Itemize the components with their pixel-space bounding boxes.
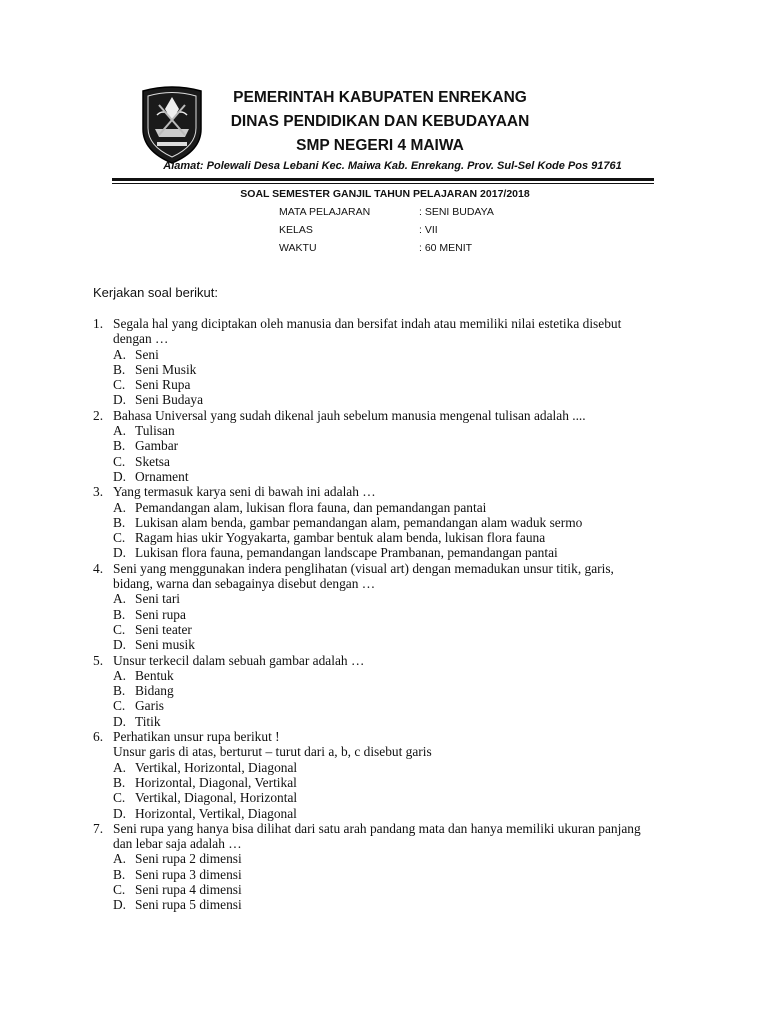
question-text: Perhatikan unsur rupa berikut ! [113, 729, 280, 745]
option-letter: B. [113, 438, 126, 454]
answer-option [113, 698, 678, 713]
option-letter: C. [113, 790, 126, 806]
option-letter: C. [113, 453, 126, 469]
answer-option [113, 392, 678, 407]
question-text: Segala hal yang diciptakan oleh manusia dan bersifat indah atau memiliki nilai estetika disebut [113, 316, 622, 331]
option-text: Seni Rupa [135, 377, 191, 393]
option-letter: B. [113, 514, 126, 530]
exam-info-label: MATA PELAJARAN [279, 206, 371, 218]
exam-info-value: : VII [419, 224, 438, 236]
letterhead-line-3: SMP NEGERI 4 MAIWA [296, 137, 464, 154]
option-text: Seni teater [135, 621, 192, 637]
answer-option [113, 454, 678, 469]
answer-option [113, 637, 678, 652]
letterhead-line-2: DINAS PENDIDIKAN DAN KEBUDAYAAN [230, 113, 530, 130]
answer-option [113, 775, 678, 790]
question-text: Unsur terkecil dalam sebuah gambar adalah … [113, 652, 365, 668]
option-text: Horizontal, Diagonal, Vertikal [135, 774, 297, 790]
option-letter: D. [113, 713, 127, 729]
answer-option [113, 790, 678, 805]
option-text: Ragam hias ukir Yogyakarta, gambar bentuk alam benda, lukisan flora fauna [135, 530, 546, 546]
answer-option [113, 347, 678, 362]
option-letter: D. [113, 637, 127, 653]
option-text: Horizontal, Vertikal, Diagonal [135, 805, 297, 821]
option-text: Tulisan [135, 423, 175, 439]
answer-option [113, 806, 678, 821]
option-text: Seni rupa 3 dimensi [135, 866, 242, 882]
regency-emblem-logo [139, 85, 205, 165]
option-text: Seni musik [135, 637, 195, 653]
letterhead-divider-thick [112, 178, 654, 181]
question-item [93, 408, 678, 484]
option-text: Seni tari [135, 591, 180, 607]
option-text: Seni rupa 4 dimensi [135, 881, 242, 897]
option-text: Ornament [135, 468, 189, 484]
answer-option [113, 714, 678, 729]
answer-option [113, 530, 678, 545]
option-text: Seni [135, 346, 159, 362]
letterhead-divider-thin [112, 183, 654, 184]
question-item [93, 484, 678, 560]
letterhead-line-1: PEMERINTAH KABUPATEN ENREKANG [233, 89, 527, 106]
exam-info-label: WAKTU [279, 242, 317, 254]
option-letter: B. [113, 866, 126, 882]
question-number: 6. [93, 729, 104, 745]
answer-option [113, 760, 678, 775]
answer-option [113, 515, 678, 530]
question-text: dengan … [113, 331, 169, 347]
answer-option [113, 469, 678, 484]
option-text: Lukisan flora fauna, pemandangan landscape Prambanan, pemandangan pantai [135, 545, 558, 561]
question-list [93, 316, 678, 913]
instruction-text: Kerjakan soal berikut: [93, 285, 219, 300]
answer-option [113, 500, 678, 515]
answer-option [113, 668, 678, 683]
option-letter: C. [113, 530, 126, 546]
option-text: Seni Musik [135, 361, 197, 377]
option-letter: C. [113, 621, 126, 637]
option-letter: B. [113, 683, 126, 699]
option-text: Seni rupa 2 dimensi [135, 851, 242, 867]
question-number: 1. [93, 316, 104, 331]
answer-option [113, 377, 678, 392]
option-text: Bentuk [135, 667, 174, 683]
option-text: Garis [135, 698, 165, 714]
question-item [93, 729, 678, 821]
option-text: Lukisan alam benda, gambar pemandangan alam, pemandangan alam waduk sermo [135, 514, 583, 530]
option-text: Sketsa [135, 453, 170, 469]
option-text: Titik [135, 713, 161, 729]
option-text: Gambar [135, 438, 179, 454]
option-letter: D. [113, 392, 127, 408]
question-number: 4. [93, 560, 104, 576]
question-item [93, 653, 678, 729]
question-text: dan lebar saja adalah … [113, 836, 242, 852]
option-letter: A. [113, 423, 127, 439]
option-text: Seni rupa 5 dimensi [135, 897, 242, 913]
question-number: 7. [93, 820, 104, 836]
answer-option [113, 897, 678, 912]
option-text: Seni rupa [135, 606, 186, 622]
question-number: 5. [93, 652, 104, 668]
option-text: Pemandangan alam, lukisan flora fauna, dan pemandangan pantai [135, 499, 487, 515]
question-item [93, 821, 678, 913]
option-text: Vertikal, Horizontal, Diagonal [135, 759, 298, 775]
question-text: Bahasa Universal yang sudah dikenal jauh sebelum manusia mengenal tulisan adalah .... [113, 407, 586, 423]
option-letter: C. [113, 377, 126, 393]
question-text: Unsur garis di atas, berturut – turut dari a, b, c disebut garis [113, 744, 432, 760]
question-item [93, 316, 678, 408]
exam-info-value: : 60 MENIT [419, 242, 473, 254]
question-text: Yang termasuk karya seni di bawah ini adalah … [113, 484, 376, 500]
school-address: Alamat: Polewali Desa Lebani Kec. Maiwa Kab. Enrekang. Prov. Sul-Sel Kode Pos 91761 [163, 160, 622, 172]
option-letter: D. [113, 805, 127, 821]
option-letter: B. [113, 606, 126, 622]
answer-option [113, 362, 678, 377]
option-letter: A. [113, 346, 127, 362]
option-text: Vertikal, Diagonal, Horizontal [135, 790, 298, 806]
exam-info-label: KELAS [279, 224, 313, 236]
option-text: Bidang [135, 683, 174, 699]
option-letter: A. [113, 759, 127, 775]
answer-option [113, 867, 678, 882]
option-letter: D. [113, 545, 127, 561]
option-letter: D. [113, 897, 127, 913]
option-letter: A. [113, 499, 127, 515]
option-letter: A. [113, 667, 127, 683]
option-letter: C. [113, 881, 126, 897]
question-number: 3. [93, 484, 104, 500]
question-item [93, 561, 678, 653]
answer-option [113, 882, 678, 897]
question-text: bidang, warna dan sebagainya disebut dengan … [113, 576, 376, 592]
option-letter: A. [113, 591, 127, 607]
option-letter: B. [113, 361, 126, 377]
option-letter: D. [113, 468, 127, 484]
question-text: Seni rupa yang hanya bisa dilihat dari satu arah pandang mata dan hanya memiliki ukuran panjang [113, 820, 641, 836]
question-number: 2. [93, 407, 104, 423]
answer-option [113, 438, 678, 453]
answer-option [113, 545, 678, 560]
option-letter: A. [113, 851, 127, 867]
exam-info-value: : SENI BUDAYA [419, 206, 494, 218]
option-text: Seni Budaya [135, 392, 204, 408]
answer-option [113, 851, 678, 866]
answer-option [113, 423, 678, 438]
answer-option [113, 683, 678, 698]
question-text: Seni yang menggunakan indera penglihatan (visual art) dengan memadukan unsur titik, garis, [113, 560, 614, 576]
answer-option [113, 607, 678, 622]
answer-option [113, 591, 678, 606]
exam-title: SOAL SEMESTER GANJIL TAHUN PELAJARAN 2017/2018 [240, 188, 530, 200]
answer-option [113, 622, 678, 637]
option-letter: B. [113, 774, 126, 790]
option-letter: C. [113, 698, 126, 714]
